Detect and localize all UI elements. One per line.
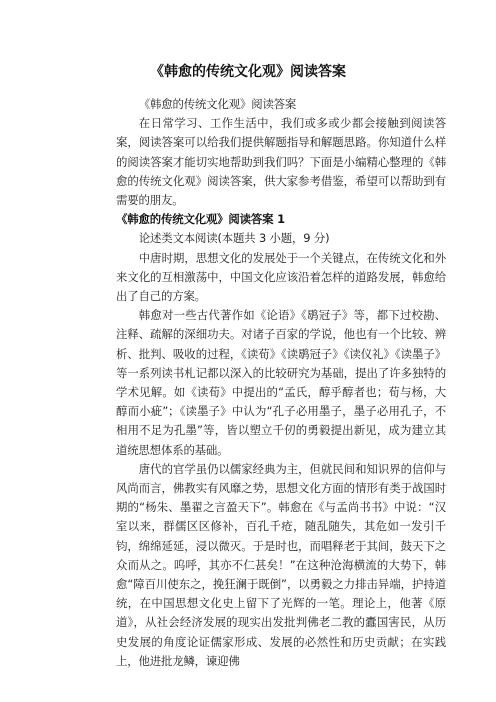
document-body <box>116 95 446 671</box>
page-title: 《韩愈的传统文化观》阅读答案 <box>150 64 346 80</box>
paragraph-body: 唐代的官学虽仍以儒家经典为主，但就民间和知识界的信仰与风尚而言，佛教实有风靡之势，思想文化方面的情形有类于战国时期的“杨朱、墨翟之言盈天下”。韩愈在《与孟尚书书》中说：“汉室以来，群儒区区修补，百孔千疮，随乱随失，其危如一发引千钧，绵绵延延，浸以微灭。于是时也，而唱释老于其间，鼓天下之众而从之。呜呼，其亦不仁甚矣！”在这种沧海横流的大势下，韩愈“障百川使东之，挽狂澜于既倒”，以勇毅之力排击异端，护持道统，在中国思想文化史上留下了光辉的一笔。理论上，他著《原道》，从社会经济发展的现实出发批判佛老二教的蠹国害民，从历史发展的角度论证儒家形成、发展的必然性和历史贡献；在实践上，他进批龙鳞，谏迎佛 <box>116 461 446 668</box>
section-heading: 《韩愈的传统文化观》阅读答案 1 <box>116 212 285 227</box>
paragraph-body: 中唐时期，思想文化的发展处于一个关键点，在传统文化和外来文化的互相激荡中，中国文化应该沿着怎样的道路发展，韩愈给出了自己的方案。 <box>116 250 446 304</box>
paragraph-question-info: 论述类文本阅读(本题共 3 小题，9 分) <box>138 231 330 246</box>
paragraph-body: 韩愈对一些古代著作如《论语》《鹖冠子》等，都下过校勘、注释、疏解的深细功夫。对诸子百家的学说，他也有一个比较、辨析、批判、吸收的过程，《读荀》《读鹖冠子》《读仪礼》《读墨子》等一系列读书札记都以深入的比较研究为基础，提出了许多独特的学术见解。如《读荀》中提出的“孟氏，醇乎醇者也；荀与杨，大醇而小疵”；《读墨子》中认为“孔子必用墨子，墨子必用孔子，不相用不足为孔墨”等，皆以塑立千仞的勇毅提出新见，成为建立其道统思想体系的基础。 <box>116 308 446 457</box>
paragraph-article-title: 《韩愈的传统文化观》阅读答案 <box>138 97 297 111</box>
paragraph-intro: 在日常学习、工作生活中，我们或多或少都会接触到阅读答案，阅读答案可以给我们提供解题指导和解题思路。你知道什么样的阅读答案才能切实地帮助到我们吗？下面是小编精心整理的《韩愈的传统文化观》阅读答案，供大家参考借鉴，希望可以帮助到有需要的朋友。 <box>116 116 446 208</box>
